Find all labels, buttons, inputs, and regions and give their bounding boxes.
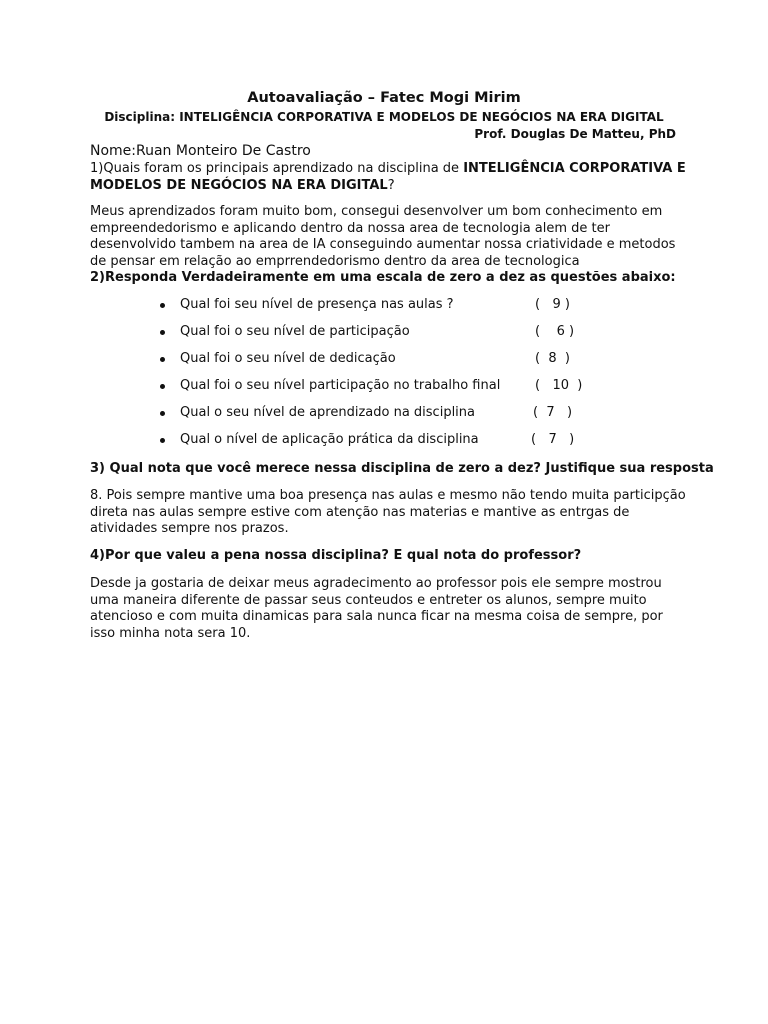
question-1-prefix: 1)Quais foram os principais aprendizado na disciplina de bbox=[90, 161, 464, 176]
rating-question: Qual foi o seu nível de participação bbox=[180, 324, 410, 339]
rating-score: ( 6 ) bbox=[535, 324, 575, 339]
bullet-icon bbox=[160, 357, 165, 362]
rating-question: Qual o seu nível de aprendizado na disciplina bbox=[180, 405, 476, 420]
rating-question: Qual foi seu nível de presença nas aulas ? bbox=[180, 297, 454, 312]
bullet-icon bbox=[160, 330, 165, 335]
question-2-heading: 2)Responda Verdadeiramente em uma escala de zero a dez as questões abaixo: bbox=[90, 270, 676, 285]
professor-line: Prof. Douglas De Matteu, PhD bbox=[474, 127, 676, 141]
document-title: Autoavaliação – Fatec Mogi Mirim bbox=[247, 90, 521, 106]
question-1-suffix: ? bbox=[387, 178, 395, 193]
discipline-line: Disciplina: INTELIGÊNCIA CORPORATIVA E MODELOS DE NEGÓCIOS NA ERA DIGITAL bbox=[104, 110, 664, 124]
student-name: Nome:Ruan Monteiro De Castro bbox=[90, 143, 311, 159]
answer-4: Desde ja gostaria de deixar meus agradecimento ao professor pois ele sempre mostrou uma maneira diferente de passar seus conteudos e entreter os alunos, sempre muito atencioso e com muita dinamicas para sala nunca ficar na mesma coisa de sempre, por isso minha nota sera 10. bbox=[90, 576, 663, 641]
rating-score: ( 7 ) bbox=[533, 405, 573, 420]
question-4-heading: 4)Por que valeu a pena nossa disciplina? E qual nota do professor? bbox=[90, 548, 582, 563]
bullet-icon bbox=[160, 384, 165, 389]
question-1 bbox=[90, 160, 690, 194]
bullet-icon bbox=[160, 303, 165, 308]
rating-question: Qual o nível de aplicação prática da disciplina bbox=[180, 432, 479, 447]
rating-question: Qual foi o seu nível participação no trabalho final bbox=[180, 378, 501, 393]
rating-score: ( 7 ) bbox=[531, 432, 575, 447]
rating-question: Qual foi o seu nível de dedicação bbox=[180, 351, 396, 366]
rating-score: ( 9 ) bbox=[535, 297, 570, 312]
bullet-icon bbox=[160, 411, 165, 416]
rating-score: ( 10 ) bbox=[535, 378, 583, 393]
question-1-discipline: INTELIGÊNCIA CORPORATIVA E MODELOS DE NEGÓCIOS NA ERA DIGITAL bbox=[90, 161, 686, 193]
answer-1: Meus aprendizados foram muito bom, consegui desenvolver um bom conhecimento em empreendedorismo e aplicando dentro da nossa area de tecnologia alem de ter desenvolvido tambem na area de IA conseguindo aumentar nossa criatividade e metodos de pensar em relação ao emprrendedorismo dentro da area de tecnologica bbox=[90, 204, 676, 269]
question-3-heading: 3) Qual nota que você merece nessa disciplina de zero a dez? Justifique sua resposta bbox=[90, 461, 714, 476]
rating-score: ( 8 ) bbox=[535, 351, 570, 366]
bullet-icon bbox=[160, 438, 165, 443]
answer-3: 8. Pois sempre mantive uma boa presença nas aulas e mesmo não tendo muita participção direta nas aulas sempre estive com atenção nas materias e mantive as entrgas de atividades sempre nos prazos. bbox=[90, 488, 686, 536]
